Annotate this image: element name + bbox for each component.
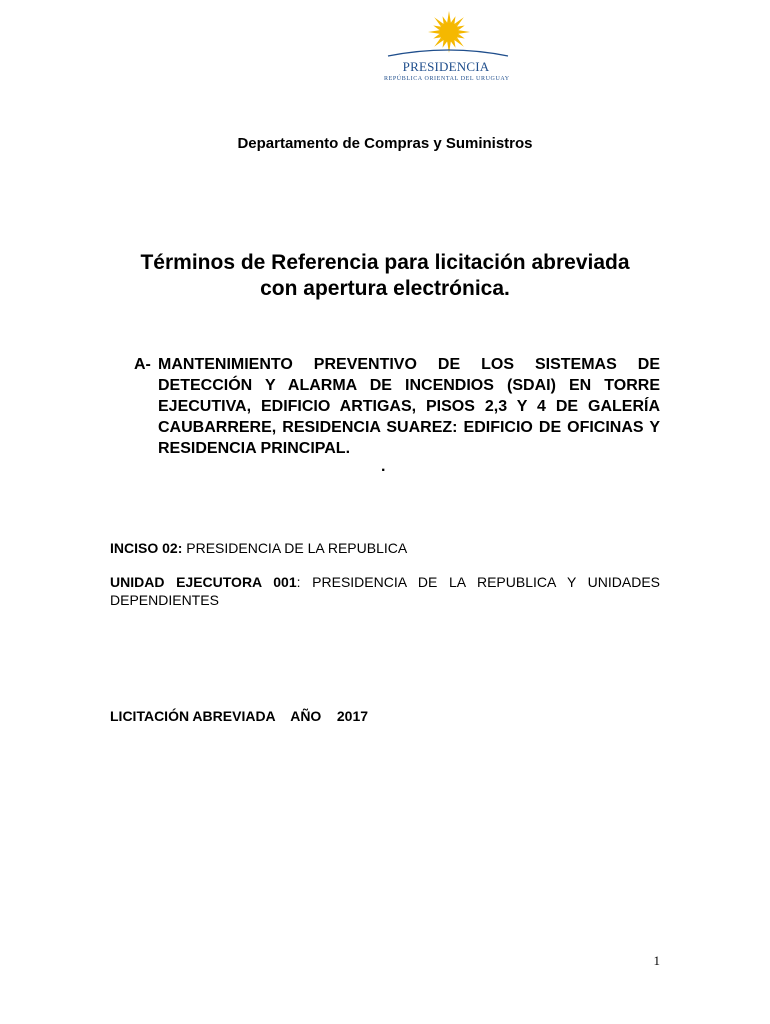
title-line-2: con apertura electrónica. [260,277,510,300]
logo-name: PRESIDENCIA [402,59,490,74]
sun-ray [428,30,439,34]
sun-emblem-icon [384,10,512,62]
licitacion-line [110,707,368,725]
year-value: 2017 [336,708,369,724]
logo-arc [388,50,508,56]
sun-ray [459,30,470,34]
department-heading: Departamento de Compras y Suministros [237,135,533,152]
document-title [80,250,690,302]
presidencia-logo [384,10,512,86]
unidad-ejecutora-line [110,573,660,609]
logo-subtitle: REPÚBLICA ORIENTAL DEL URUGUAY [384,76,510,82]
title-line-1: Términos de Referencia para licitación abreviada [140,251,630,274]
unidad-value: : PRESIDENCIA DE LA REPUBLICA Y UNIDADES DEPENDIENTES [110,574,660,608]
inciso-value: PRESIDENCIA DE LA REPUBLICA [186,540,408,556]
year-label: AÑO [290,708,322,724]
section-trailing-dot: . [381,458,386,475]
sun-disc [439,22,459,42]
sun-ray [447,11,451,22]
sun-ray [447,42,451,53]
unidad-label: UNIDAD EJECUTORA 001 [110,574,297,590]
inciso-label: INCISO 02: [110,540,183,556]
section-text: MANTENIMIENTO PREVENTIVO DE LOS SISTEMAS DE DETECCIÓN Y ALARMA DE INCENDIOS (SDAI) EN TORRE EJECUTIVA, EDIFICIO ARTIGAS, PISOS 2,3 Y 4 DE GALERÍA CAUBARRERE, RESIDENCIA SUAREZ: EDIFICIO DE OFICINAS Y RESIDENCIA PRINCIPAL. [158,356,660,457]
inciso-line [110,539,660,557]
licitacion-label: LICITACIÓN ABREVIADA [110,708,276,724]
page-number: 1 [653,953,660,968]
section-letter: A- [134,356,151,373]
